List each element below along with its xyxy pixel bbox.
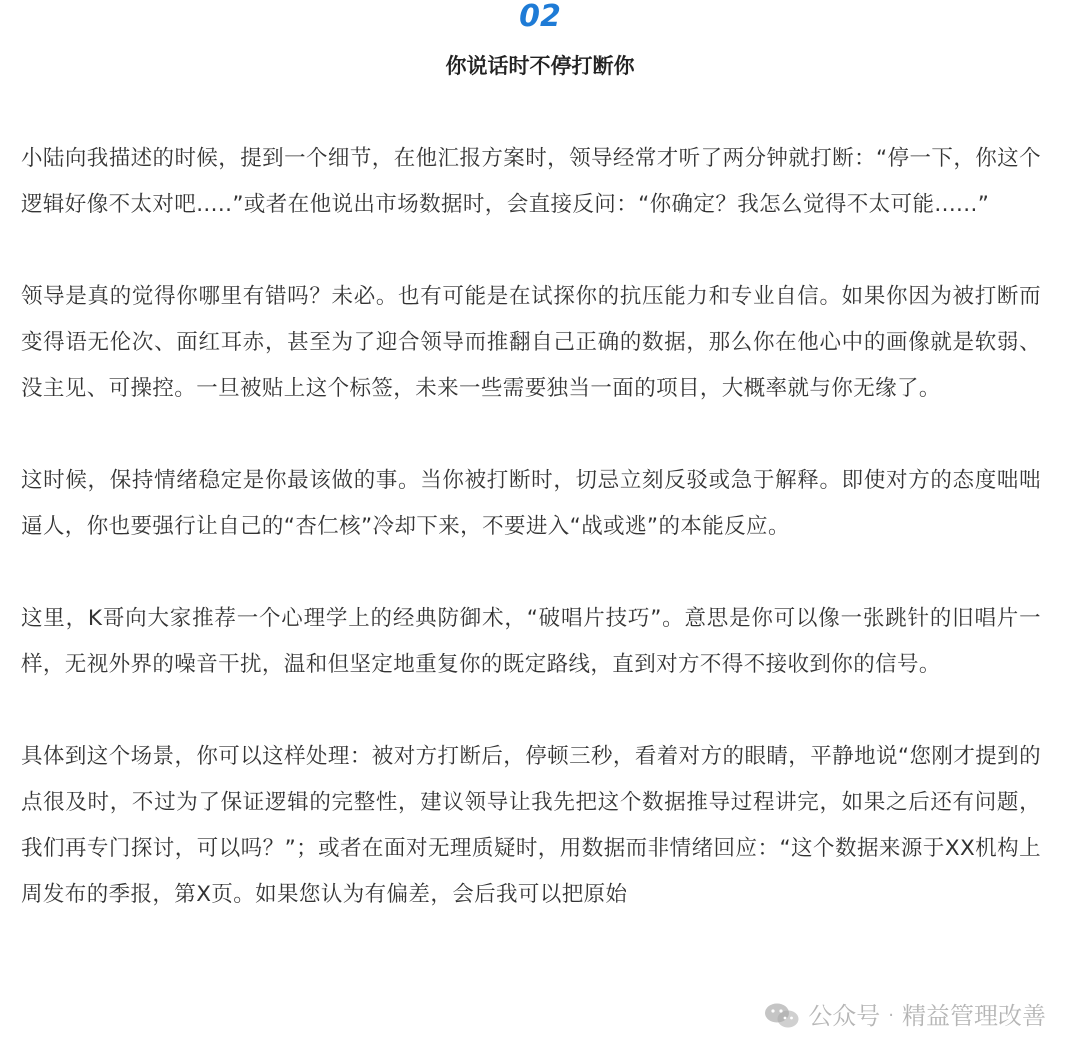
paragraph-5: 具体到这个场景，你可以这样处理：被对方打断后，停顿三秒，看着对方的眼睛，平静地说“您刚才提到的点很及时，不过为了保证逻辑的完整性，建议领导让我先把这个数据推导过程讲完，如果之后还有问题，我们再专门探讨，可以吗？”；或者在面对无理质疑时，用数据而非情绪回应：“这个数据来源于XX机构上周发布的季报，第X页。如果您认为有偏差，会后我可以把原始 (21, 744, 1041, 907)
watermark-name: 精益管理改善 (902, 1002, 1046, 1030)
article-body (21, 136, 1041, 964)
watermark-separator: · (888, 1005, 894, 1026)
section-title: 你说话时不停打断你 (445, 54, 635, 78)
watermark (764, 1001, 1046, 1031)
paragraph-2: 领导是真的觉得你哪里有错吗？未必。也有可能是在试探你的抗压能力和专业自信。如果你因为被打断而变得语无伦次、面红耳赤，甚至为了迎合领导而推翻自己正确的数据，那么你在他心中的画像就是软弱、没主见、可操控。一旦被贴上这个标签，未来一些需要独当一面的项目，大概率就与你无缘了。 (21, 284, 1041, 401)
paragraph-1: 小陆向我描述的时候，提到一个细节，在他汇报方案时，领导经常才听了两分钟就打断：“停一下，你这个逻辑好像不太对吧.....”或者在他说出市场数据时，会直接反问：“你确定？我怎么觉得不太可能......” (21, 146, 1041, 217)
paragraph-4: 这里，K哥向大家推荐一个心理学上的经典防御术，“破唱片技巧”。意思是你可以像一张跳针的旧唱片一样，无视外界的噪音干扰，温和但坚定地重复你的既定路线，直到对方不得不接收到你的信号。 (21, 606, 1041, 677)
wechat-icon (764, 1002, 800, 1030)
paragraph-3: 这时候，保持情绪稳定是你最该做的事。当你被打断时，切忌立刻反驳或急于解释。即使对方的态度咄咄逼人，你也要强行让自己的“杏仁核”冷却下来，不要进入“战或逃”的本能反应。 (21, 468, 1041, 539)
watermark-prefix: 公众号 (808, 1002, 881, 1030)
section-number: 02 (519, 0, 561, 34)
